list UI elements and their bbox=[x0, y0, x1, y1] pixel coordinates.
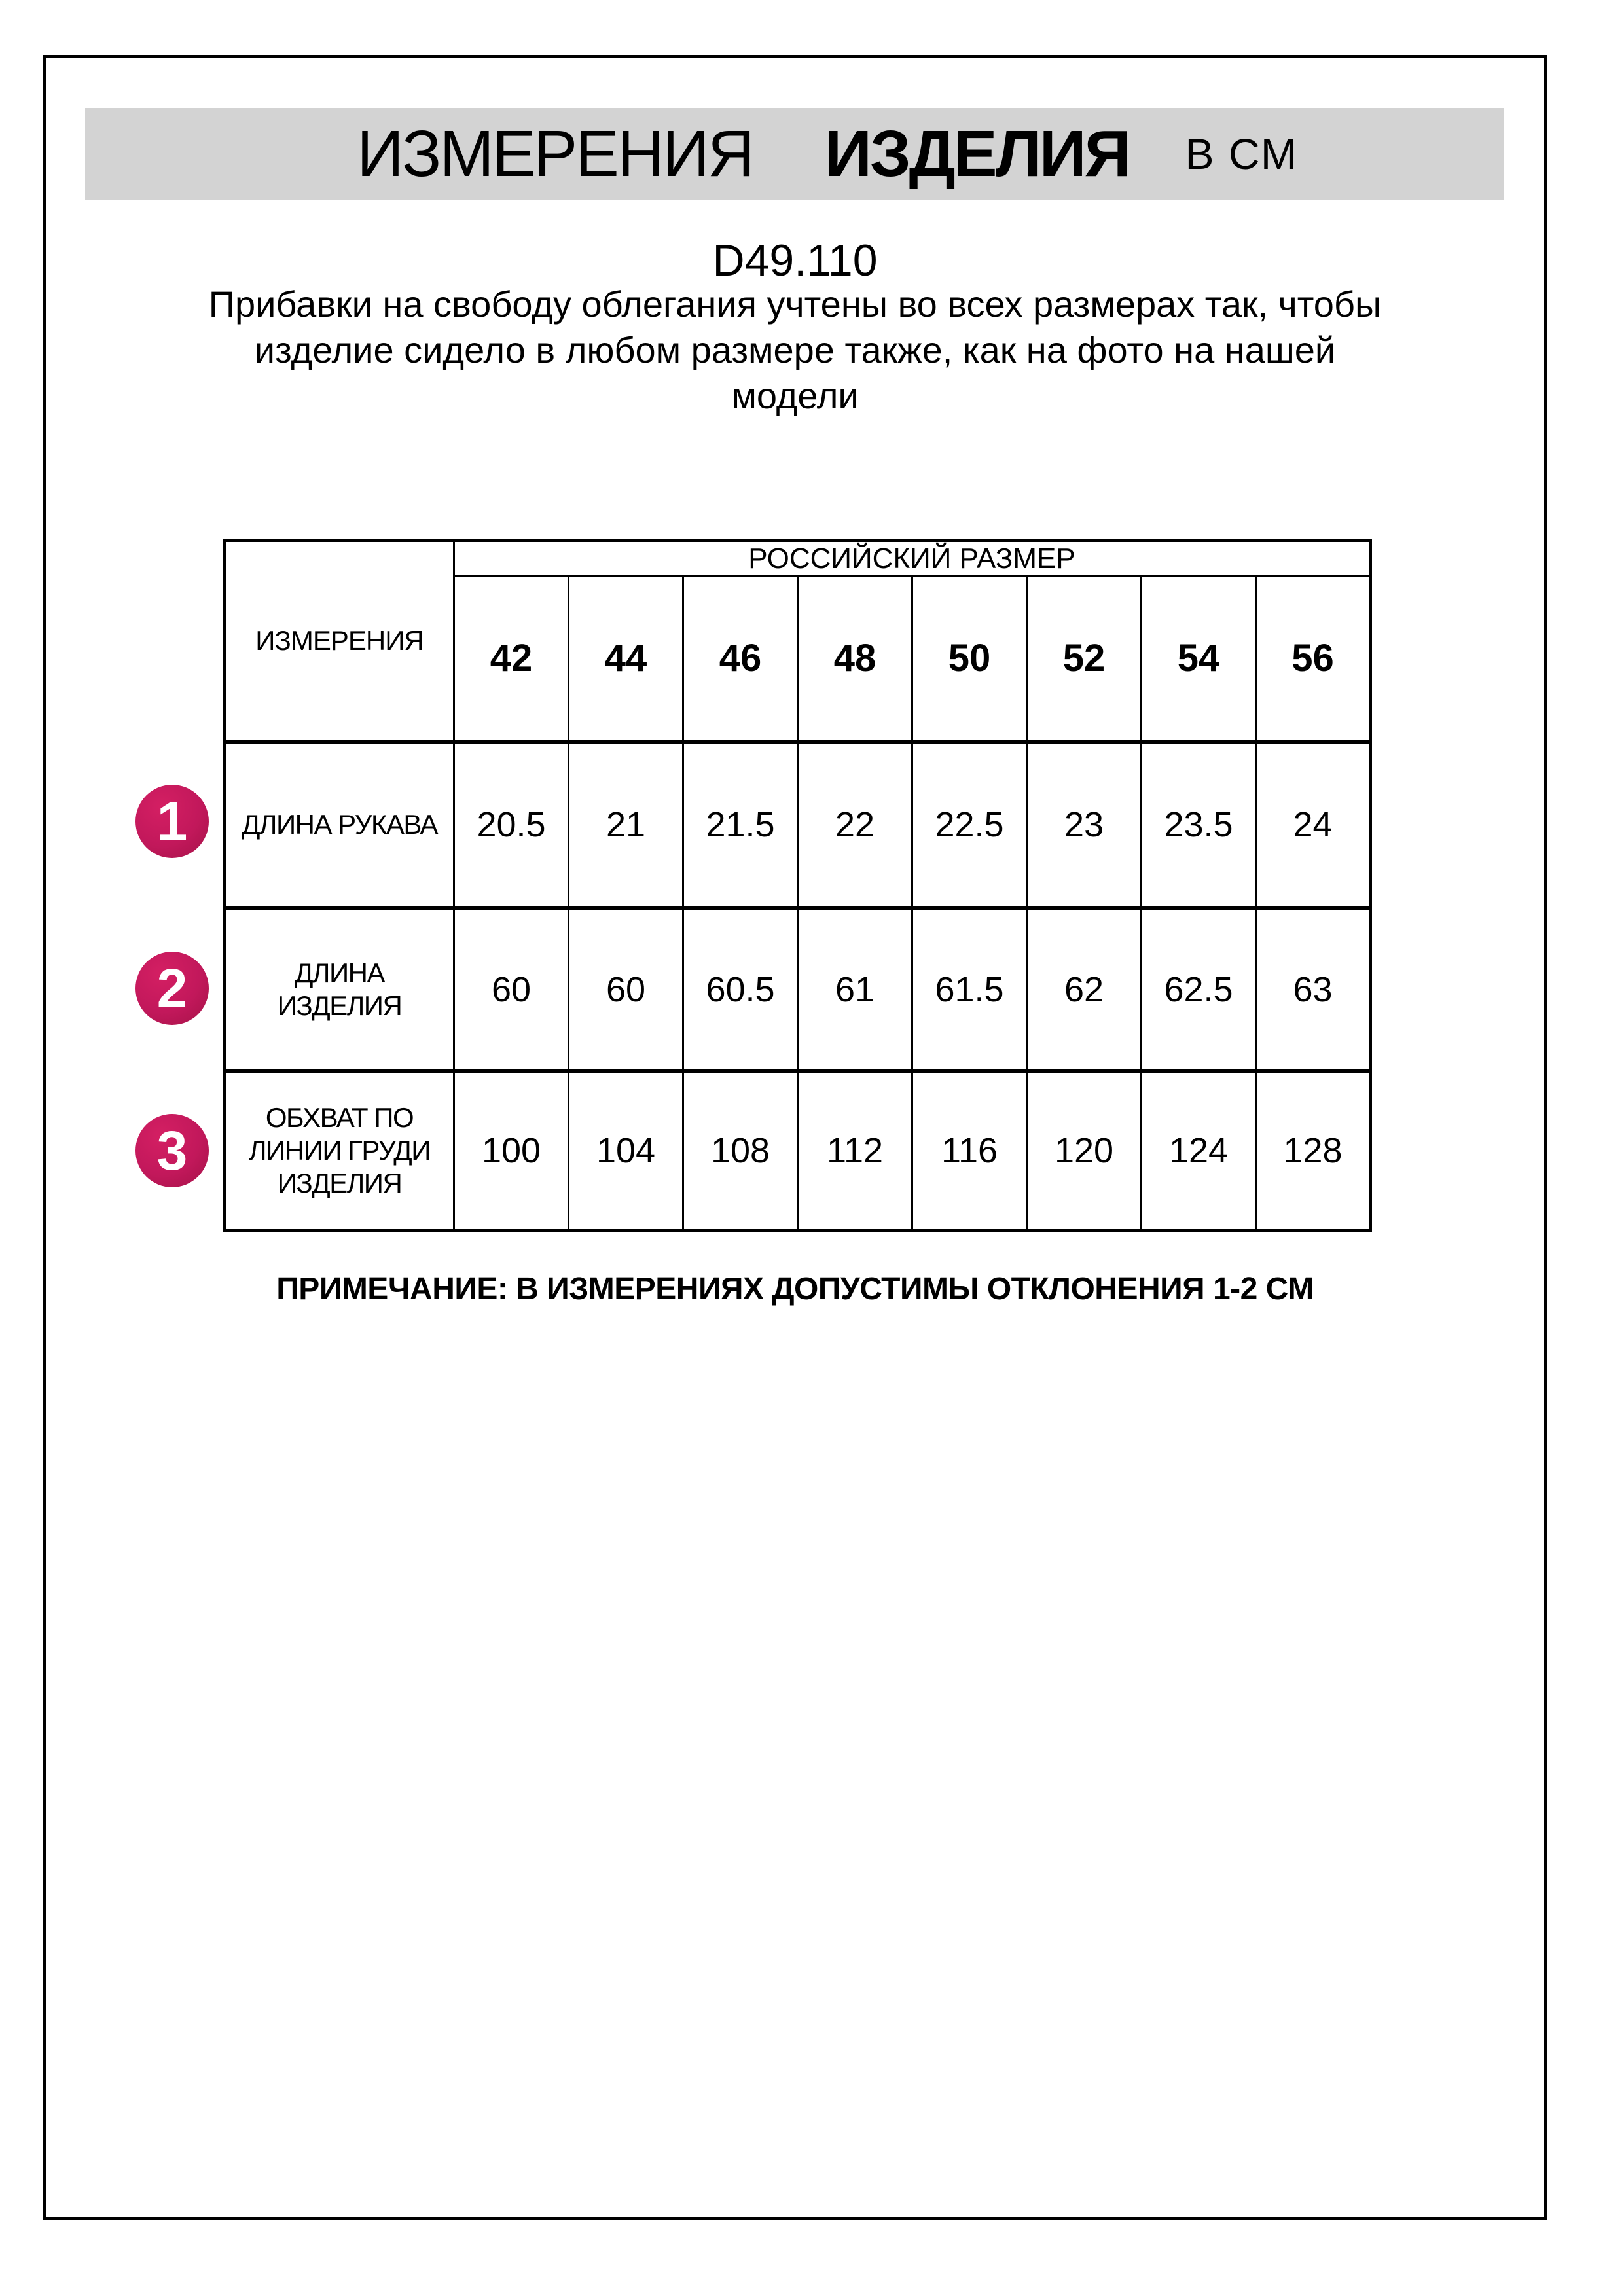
size-column-header: 48 bbox=[798, 577, 912, 742]
table-cell: 63 bbox=[1256, 908, 1371, 1071]
table-group-header-row bbox=[225, 541, 1371, 577]
size-column-header: 50 bbox=[912, 577, 1027, 742]
row-number: 1 bbox=[156, 790, 188, 852]
fit-description-line: изделие сидело в любом размере также, как на фото на нашей bbox=[254, 329, 1336, 370]
table-cell: 128 bbox=[1256, 1071, 1371, 1231]
table-cell: 21 bbox=[569, 742, 683, 908]
table-corner-header: ИЗМЕРЕНИЯ bbox=[225, 541, 454, 742]
row-number-badge-1 bbox=[135, 785, 209, 858]
model-code: D49.110 bbox=[712, 236, 878, 285]
row-number: 2 bbox=[156, 957, 188, 1019]
table-cell: 21.5 bbox=[683, 742, 798, 908]
table-cell: 124 bbox=[1142, 1071, 1256, 1231]
title-bar bbox=[85, 108, 1504, 200]
size-column-header: 56 bbox=[1256, 577, 1371, 742]
size-table bbox=[223, 539, 1372, 1232]
table-cell: 116 bbox=[912, 1071, 1027, 1231]
table-cell: 24 bbox=[1256, 742, 1371, 908]
table-cell: 100 bbox=[454, 1071, 569, 1231]
table-cell: 120 bbox=[1027, 1071, 1142, 1231]
table-cell: 22 bbox=[798, 742, 912, 908]
table-cell: 22.5 bbox=[912, 742, 1027, 908]
row-number-badge-3 bbox=[135, 1114, 209, 1187]
table-cell: 61.5 bbox=[912, 908, 1027, 1071]
fit-description-line: Прибавки на свободу облегания учтены во всех размерах так, чтобы bbox=[208, 283, 1382, 325]
table-cell: 60 bbox=[454, 908, 569, 1071]
table-cell: 62 bbox=[1027, 908, 1142, 1071]
row-label: ДЛИНА РУКАВА bbox=[225, 742, 454, 908]
table-cell: 60.5 bbox=[683, 908, 798, 1071]
table-cell: 112 bbox=[798, 1071, 912, 1231]
table-cell: 62.5 bbox=[1142, 908, 1256, 1071]
row-number-badge-2 bbox=[135, 952, 209, 1025]
russian-size-group-header: РОССИЙСКИЙ РАЗМЕР bbox=[454, 541, 1371, 577]
table-cell: 20.5 bbox=[454, 742, 569, 908]
row-number: 3 bbox=[156, 1119, 188, 1181]
size-column-header: 42 bbox=[454, 577, 569, 742]
table-row-sleeve-length bbox=[225, 742, 1371, 908]
table-cell: 23.5 bbox=[1142, 742, 1256, 908]
size-column-header: 44 bbox=[569, 577, 683, 742]
size-column-header: 52 bbox=[1027, 577, 1142, 742]
table-row-chest-girth bbox=[225, 1071, 1371, 1231]
page-title-word-product: ИЗДЕЛИЯ bbox=[825, 117, 1130, 190]
page-title-unit: В СМ bbox=[1185, 130, 1298, 178]
size-column-header: 46 bbox=[683, 577, 798, 742]
fit-description bbox=[43, 281, 1547, 419]
table-cell: 23 bbox=[1027, 742, 1142, 908]
table-cell: 108 bbox=[683, 1071, 798, 1231]
table-cell: 61 bbox=[798, 908, 912, 1071]
table-cell: 60 bbox=[569, 908, 683, 1071]
fit-description-line: модели bbox=[731, 375, 859, 416]
table-row-product-length bbox=[225, 908, 1371, 1071]
size-column-header: 54 bbox=[1142, 577, 1256, 742]
table-cell: 104 bbox=[569, 1071, 683, 1231]
tolerance-note: ПРИМЕЧАНИЕ: В ИЗМЕРЕНИЯХ ДОПУСТИМЫ ОТКЛОНЕНИЯ 1-2 СМ bbox=[276, 1272, 1314, 1306]
row-label: ДЛИНА ИЗДЕЛИЯ bbox=[225, 908, 454, 1071]
page-title-word-measurements: ИЗМЕРЕНИЯ bbox=[357, 117, 753, 190]
row-label: ОБХВАТ ПО ЛИНИИ ГРУДИ ИЗДЕЛИЯ bbox=[225, 1071, 454, 1231]
